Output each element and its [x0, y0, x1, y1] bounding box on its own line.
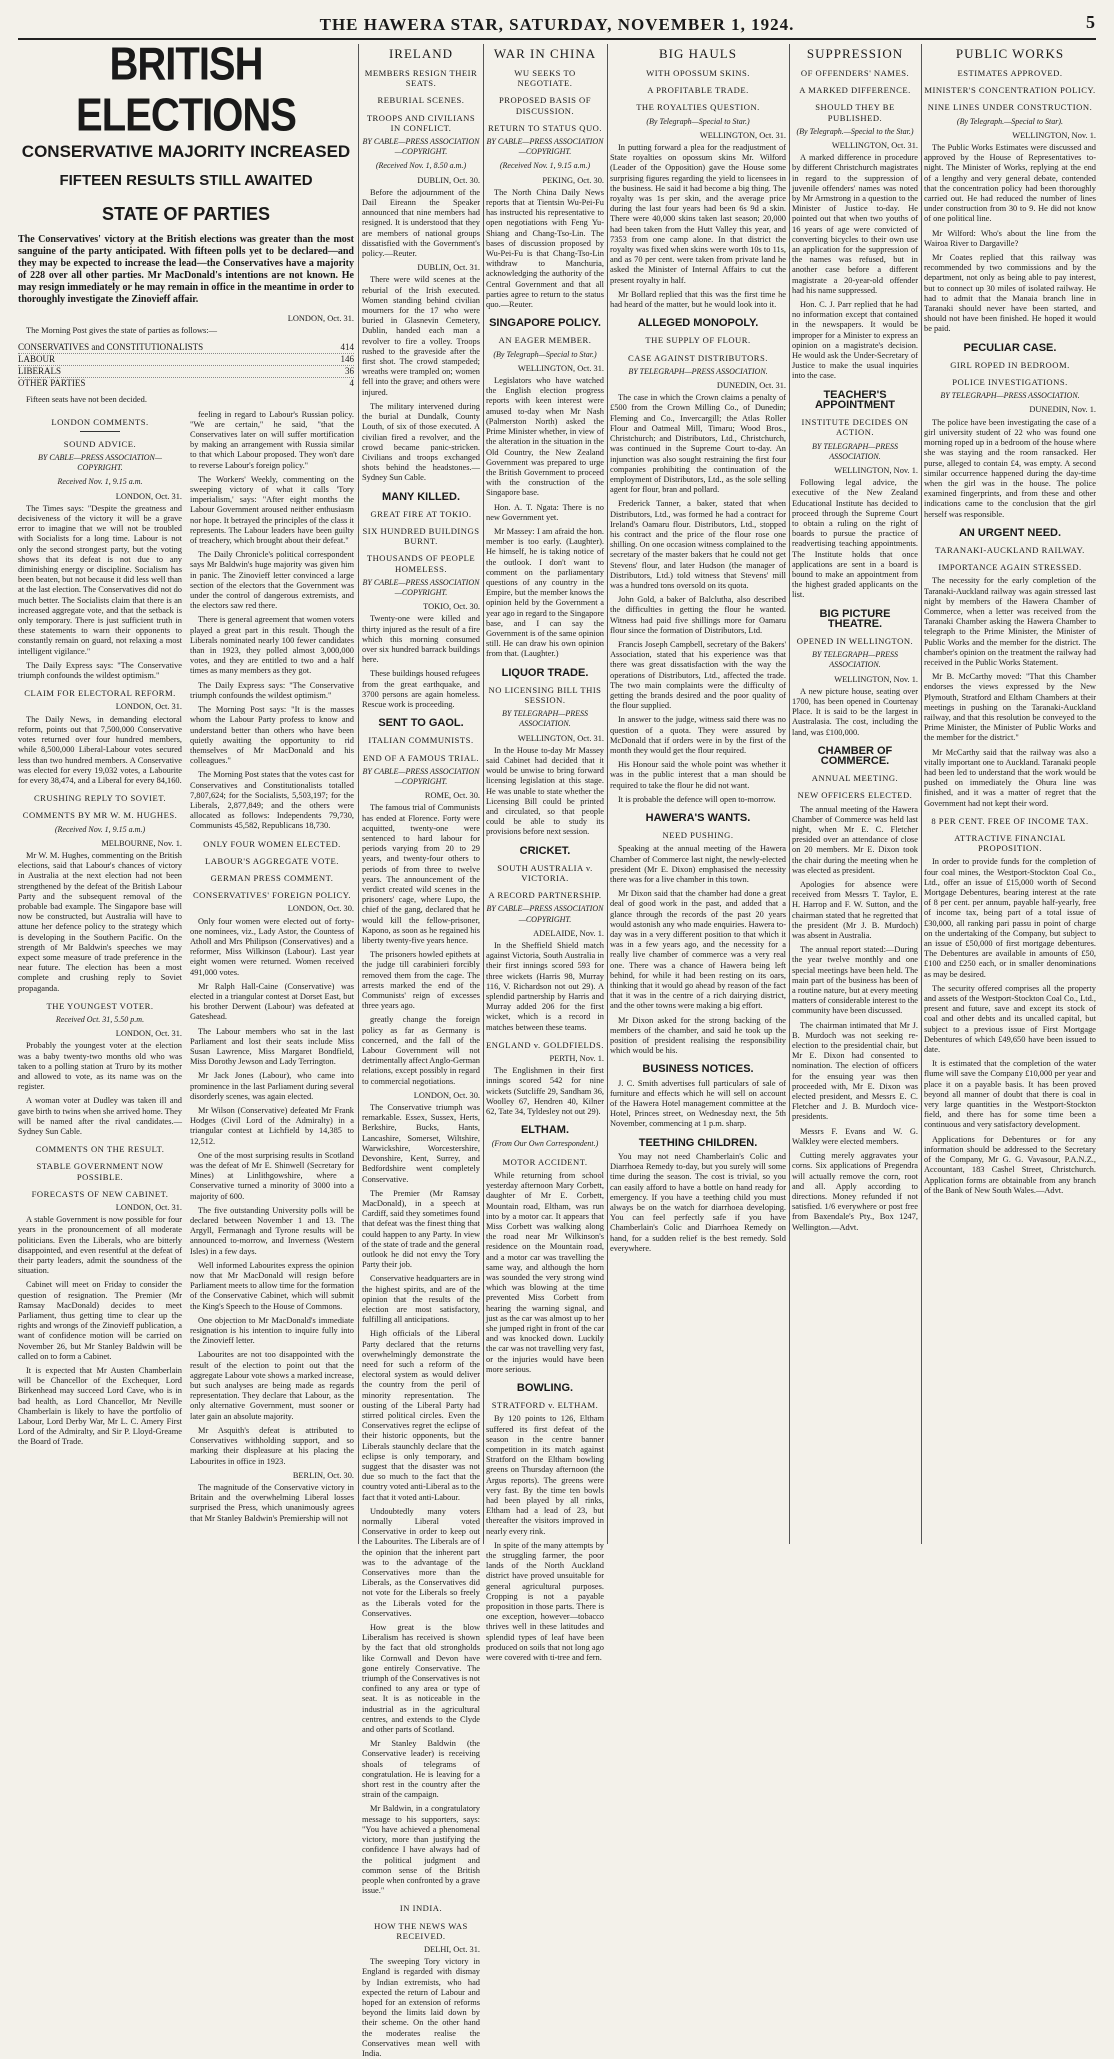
masthead-title: THE HAWERA STAR, SATURDAY, NOVEMBER 1, 1924. [319, 15, 795, 34]
section-head: LONDON COMMENTS. [51, 416, 149, 427]
credit: (By Telegraph.—Special to Star). [956, 116, 1064, 126]
dateline: DUNEDIN, Nov. 1. [1029, 405, 1096, 415]
section-head: SIX HUNDRED BUILDINGS BURNT. [362, 525, 480, 547]
headline-suppression: SUPPRESSION [806, 46, 904, 61]
section-head: ONLY FOUR WOMEN ELECTED. [203, 838, 341, 849]
paragraph: The prisoners howled epithets at the judge till carabinieri forcibly removed them from the cage. The arrests marked the end of the Communists' reign of excesses three years ago. [362, 950, 480, 1011]
section-head: 8 PER CENT. FREE OF INCOME TAX. [931, 815, 1089, 826]
party-name: CONSERVATIVES and CONSTITUTIONALISTS [18, 342, 204, 353]
paragraph: The annual report stated:—During the year twelve monthly and one special meetings have been held. The main part of the business has been of a routine nature, but at every meeting matters of considerable interest to the community have been discussed. [792, 945, 918, 1016]
paragraph: Apologies for absence were received from Messrs T. Taylor, E. H. Harrop and F. W. Sutton, and the chairman stated that he regretted that the president (Mr J. B. Murdoch) was absent in Australia. [792, 880, 918, 941]
paragraph: Cabinet will meet on Friday to consider the question of resignation. The Premier (Mr Ramsay MacDonald) decides to meet Parliament, thus getting time to clear up the rights and wrongs of the Zinovieff publication, a want of confidence motion will be carried on November 26, but Mr Stanley Baldwin will be called on to form a Cabinet. [18, 1280, 182, 1361]
headline-sent-to-gaol: SENT TO GAOL. [378, 717, 464, 730]
col1-left [18, 410, 182, 1528]
credit: BY CABLE—PRESS ASSOCIATION—COPYRIGHT. [486, 904, 604, 924]
headline-peculiar-case: PECULIAR CASE. [963, 341, 1057, 354]
paragraph: You may not need Chamberlain's Colic and Diarrhoea Remedy to-day, but you surely will some time during the season. The cost is trivial, so you can easily afford to have a bottle on hand ready for emergency. If you have a teething child you must always be on the watch for diarrhoea developing. You can feel perfectly safe if you have Chamberlain's Colic and Diarrhoea Remedy on hand, for a sudden relief is the best remedy. Sold everywhere. [610, 1151, 786, 1253]
subhead-fifteen-results: FIFTEEN RESULTS STILL AWAITED [59, 172, 313, 189]
section-head: THE SUPPLY OF FLOUR. [645, 335, 751, 346]
paragraph: Before the adjournment of the Dail Eireann the Speaker announced that nine members had resigned. It is understood that they are members of national groups dissatisfied with the Government's policy.—Reuter. [362, 187, 480, 259]
dateline: LONDON, Oct. 30. [413, 1090, 480, 1100]
page-number: 5 [1086, 12, 1096, 32]
paragraph: The Daily Express says: "The Conservative triumph confounds the wildest optimism." [190, 680, 354, 700]
paragraph: The Conservative triumph was remarkable. Essex, Sussex, Herts, Berkshire, Bucks, Hants, Lancashire, Somerset, Wiltshire, Warwickshire, Worcestershire, Devonshire, Kent, Surrey, and Bedfordshire went completely Conservative. [362, 1103, 480, 1184]
column-british-elections [18, 39, 354, 1544]
section-head: POLICE INVESTIGATIONS. [952, 377, 1068, 388]
section-head: MEMBERS RESIGN THEIR SEATS. [364, 68, 478, 89]
section-head: INSTITUTE DECIDES ON ACTION. [801, 417, 909, 438]
received: (Received Nov. 1, 9.15 a.m.) [54, 824, 146, 834]
paragraph: The North China Daily News reports that at Tientsin Wu-Pei-Fu has instructed his representative to open negotiations with Feng Yu-Shiang and Chang-Tso-Lin. The bases of discussion proposed by Wu-Pei-Fu is that Chang-Tso-Lin withdraw to Manchuria, acknowledging the authority of the Central Government and that all parties agree to return to the status quo.—Reuter. [486, 187, 604, 310]
section-head: THOUSANDS OF PEOPLE HOMELESS. [366, 553, 476, 574]
section-head: AN EAGER MEMBER. [498, 335, 592, 346]
paragraph: Mr McCarthy said that the railway was also a vitally important one to Auckland. Taranaki people had been led to understand that the work would be pushed on immediately the Ohura line was finished, and it was a matter of regret that the Government had not kept their word. [924, 747, 1096, 808]
paragraph: The magnitude of the Conservative victory in Britain and the overwhelming Liberal losses surprised the Press, which unanimously agrees that Mr Stanley Baldwin's Premiership will not [190, 1482, 354, 1523]
party-seats: 414 [340, 342, 354, 353]
headline-cricket: CRICKET. [519, 844, 571, 857]
subhead-conservative-majority: CONSERVATIVE MAJORITY INCREASED [21, 142, 351, 161]
paragraph: The sweeping Tory victory in England is regarded with dismay by Indian extremists, who had expected the return of Labour and hoped for an extension of reforms beyond the limits laid down by their scheme. On the other hand the moderates realise the Conservatives mean well with India. [362, 1957, 480, 2058]
paragraph: John Gold, a baker of Balclutha, also described the difficulties in getting the flour he wanted. Witness had paid five shillings more for Oamaru flour since the formation of Distributors, Ltd. [610, 595, 786, 635]
paragraph: How great is the blow Liberalism has received is shown by the fact that old strongholds like Cornwall and Devon have gone entirely Conservative. The triumph of the Conservatives is not confined to any area or type of seat. It is as noticeable in the industrial as in the agricultural centres, and extends to the Clyde and other parts of Scotland. [362, 1623, 480, 1735]
paragraph: Hon. A. T. Ngata: There is no new Government yet. [486, 502, 604, 522]
paragraph: These buildings housed refugees from the great earthquake, and 3700 persons are again homeless. Rescue work is proceeding. [362, 669, 480, 709]
paragraph: The Englishmen in their first innings scored 542 for nine wickets (Sutcliffe 29, Sandham 36, Woolley 67, Hendren 40, Kilner 62, Tate 34, Tyldesley not out 29). [486, 1066, 604, 1117]
column-rule [789, 44, 790, 1544]
paragraph: J. C. Smith advertises full particulars of sale of furniture and effects which he will sell on account of the Hawera Hotel management committee at the Hotel, Princes street, on Wednesday next, the 5th November, commencing at 1 p.m. sharp. [610, 1078, 786, 1129]
party-table [18, 342, 354, 389]
section-head: ANNUAL MEETING. [811, 773, 899, 784]
dateline: WELLINGTON, Nov. 1. [834, 465, 918, 475]
headline-hawera-wants: HAWERA'S WANTS. [645, 812, 751, 824]
section-head: END OF A FAMOUS TRIAL. [363, 752, 479, 763]
dateline: LONDON, Oct. 31. [287, 314, 354, 323]
column-rule [607, 44, 608, 1544]
section-head: CASE AGAINST DISTRIBUTORS. [628, 352, 768, 363]
paragraph: Mr Dixon asked for the strong backing of the members of the chamber, and said he took up the position of president realising the responsibility which would be his. [610, 1015, 786, 1056]
paragraph: Mr Bollard replied that this was the first time he had heard of the matter, but he would look into it. [610, 289, 786, 310]
section-head: NINE LINES UNDER CONSTRUCTION. [927, 102, 1093, 113]
paragraph: In putting forward a plea for the readjustment of State royalties on opossum skins Mr. Wilford (Leader of the Opposition) gave the House some surprising figures regarding the yield to licensees in the business. He said it had become a big thing. The royalty was 1s per skin, and the average price during the last four years had been 6s 9d a skin. There were 40,000 skins taken last season; 20,000 had been taken from the Hutt Valley this year, and 7353 from one camp alone. In that district the royalty was fixed when skins were worth 10s to 11s, and as 70 per cent. were taken from private land he asked the Minister of Internal Affairs to cut the present royalty in half. [610, 143, 786, 285]
headline-war-in-china: WAR IN CHINA [493, 46, 597, 61]
dateline: DELHI, Oct. 31. [423, 1944, 480, 1954]
paragraph: Mr Asquith's defeat is attributed to Conservatives withholding support, and so marking their displeasure at his placing the Labourites in office in 1923. [190, 1425, 354, 1466]
paragraph: Fifteen seats have not been decided. [26, 395, 147, 405]
section-head: TARANAKI-AUCKLAND RAILWAY. [935, 544, 1085, 555]
headline-picture-theatre: BIG PICTURE THEATRE. [819, 607, 891, 630]
section-head: NEW OFFICERS ELECTED. [797, 790, 913, 801]
paragraph: By 120 points to 126, Eltham suffered its first defeat of the season in the centre banner competition in its match against Stratford on the Eltham bowling greens on Thursday afternoon (the Argus reports). The greens were very fast. By the time ten bowls had been played by all rinks, Eltham had a lead of 23, but thereafter the visitors improved in nearly every rink. [486, 1414, 604, 1536]
paragraph: Labourites are not too disappointed with the result of the election to point out that the aggregate Labour vote shows a marked increase, but such analyses are being made as regards representation. They declare that Labour, as the only alternative Government, must sooner or later gain an absolute majority. [190, 1350, 354, 1421]
paragraph: The five outstanding University polls will be declared between November 1 and 13. The Argyll, Fermanagh and Tyrone results will be announced to-morrow, and Inverness (Western Isles) in a few days. [190, 1205, 354, 1256]
paragraph: It is probable the defence will open to-morrow. [618, 794, 776, 804]
paragraph: Applications for Debentures or for any information should be addressed to the Secretary of the Company, Mr G. G. Vavasour, P.A.N.Z., Accountant, 183 Cashel Street, Christchurch. Application forms are obtainable from any branch of the Bank of New South Wales.—Advt. [924, 1134, 1096, 1195]
credit: BY CABLE—PRESS ASSOCIATION—COPYRIGHT. [362, 137, 480, 157]
section-head: SHOULD THEY BE PUBLISHED. [815, 102, 895, 123]
party-name: OTHER PARTIES [18, 378, 86, 389]
section-head: STABLE GOVERNMENT NOW POSSIBLE. [36, 1161, 164, 1182]
section-head: A MARKED DIFFERENCE. [799, 85, 911, 96]
headline-bowling: BOWLING. [516, 1381, 574, 1394]
paragraph: Twenty-one were killed and thirty injured as the result of a fire which this morning consumed over six hundred barrack buildings here. [362, 614, 480, 665]
credit: BY CABLE—PRESS ASSOCIATION—COPYRIGHT. [362, 577, 480, 597]
dateline: WELLINGTON, Nov. 1. [834, 674, 918, 684]
received: Received Oct. 31, 5.50 p.m. [55, 1014, 145, 1024]
paragraph: Messrs F. Evans and W. G. Walkley were elected members. [792, 1126, 918, 1146]
paragraph: The Labour members who sat in the last Parliament and lost their seats include Miss Susan Lawrence, Miss Margaret Bondfield, Miss Dorothy Jewson and Lady Terrington. [190, 1026, 354, 1067]
headline-big-hauls: BIG HAULS [659, 46, 737, 61]
masthead [18, 12, 1096, 40]
paragraph: Francis Joseph Campbell, secretary of the Bakers' Association, stated that his experience was that there was great dissatisfaction with the way the operations of Distributors, Ltd., affected the trade. The two main complaints were the difficulty of getting the brands desired and the poor quality of the flour supplied. [610, 639, 786, 711]
paragraph: Mr Dixon said that the chamber had done a great deal of good work in the past, and added that a glance through the records of the past 20 years would astonish any who made enquiries. Hawera to-day was in a very different position to that which it was in a few years ago, and the necessity for a really live chamber of commerce was a very real one. There was a chance of Hawera being left behind, for while it had been resting on its oars, thinking that it would go ahead by reason of the fact that it was in the centre of a rich dairying district, and the other towns were making a big effort. [610, 889, 786, 1011]
paragraph: Mr Wilford: Who's about the line from the Wairoa River to Dargaville? [924, 228, 1096, 248]
dateline: WELLINGTON, Oct. 31. [699, 130, 786, 140]
headline-british-elections: BRITISH ELECTIONS [76, 39, 296, 141]
section-head: CONSERVATIVES' FOREIGN POLICY. [192, 890, 352, 901]
received: (Received Nov. 1, 9.15 a.m.) [499, 161, 591, 171]
headline-liquor: LIQUOR TRADE. [501, 666, 589, 679]
dateline: LONDON, Oct. 31. [115, 1203, 182, 1213]
section-head: WITH OPOSSUM SKINS. [646, 68, 750, 78]
paragraph: The Morning Post says: "It is the masses whom the Labour Party profess to know and understand better than others who have been quietly awaiting the opportunity to rid themselves of Mr MacDonald and his colleagues." [190, 705, 354, 766]
section-head: A PROFITABLE TRADE. [647, 85, 749, 96]
paragraph: feeling in regard to Labour's Russian policy. "We are certain," he said, "that the Conservatives later on will suffer mortification by making an arrangement with Russia similar to that which Labour proposed. They won't dare to reverse Labour's foreign policy." [190, 409, 354, 470]
section-head: OPENED IN WELLINGTON. [796, 635, 914, 646]
dateline: ADELAIDE, Nov. 1. [533, 928, 604, 938]
dateline: TOKIO, Oct. 30. [423, 602, 480, 612]
dateline: WELLINGTON, Nov. 1. [1012, 130, 1096, 140]
section-head: THE YOUNGEST VOTER. [46, 1000, 154, 1011]
paragraph: Mr Jack Jones (Labour), who came into prominence in the last Parliament during several disorderly scenes, was again elected. [190, 1071, 354, 1101]
section-head: WU SEEKS TO NEGOTIATE. [514, 68, 576, 89]
credit: BY TELEGRAPH—PRESS ASSOCIATION. [812, 650, 898, 670]
headline-monopoly: ALLEGED MONOPOLY. [637, 317, 759, 330]
received: (Received Nov. 1, 8.50 a.m.) [375, 161, 467, 171]
paragraph: His Honour said the whole point was whether it was in the public interest that a man should be required to take the flour he did not want. [610, 760, 786, 790]
party-seats: 4 [349, 378, 354, 389]
received: Received Nov. 1, 9.15 a.m. [57, 477, 143, 487]
section-head: RETURN TO STATUS QUO. [487, 122, 603, 133]
paragraph: The Times says: "Despite the greatness and decisiveness of the victory it will be a grave error to imagine that we will not be troubled with Socialists for a long time. Labour is not only the second strongest party, but the voting shows that its defeat is not due to any diminishing energy or discipline. Socialism has been beaten, but not because it did less well than at the last election. The Conservatives did not do much better. The Socialists claim that there is an increased aggregate vote, and that the setback is only temporary. There is just sufficient truth in these statements to warn their opponents to constantly remain on guard, not relaxing a most intelligent vigilance." [18, 503, 182, 656]
dateline: DUBLIN, Oct. 30. [417, 175, 480, 185]
headline-many-killed: MANY KILLED. [381, 490, 461, 503]
dateline: WELLINGTON, Oct. 31. [517, 363, 604, 373]
paragraph: The Workers' Weekly, commenting on the sweeping victory of what it calls 'Tory imperialism,' says: "After eight months the Labour Government aroused neither enthusiasm nor hope. It betrayed the principles of the class it represents. The Labour leaders have been guilty of treachery, which brought about their defeat." [190, 474, 354, 546]
paragraph: The necessity for the early completion of the Taranaki-Auckland railway was again stressed last night by members of the Hawera Chamber of Commerce, when a letter was received from the Taranaki Chamber asking the Hawera Chamber to telegraph to the Prime Minister, the Minister of Public Works and the member for the district. The chamber's opinion on the treatment the railway had received in the Public Works Statement. [924, 576, 1096, 667]
section-head: STRATFORD v. ELTHAM. [491, 1400, 599, 1411]
dateline: WELLINGTON, Oct. 31. [831, 141, 918, 151]
paragraph: While returning from school yesterday afternoon Mary Corbett, daughter of Mr E. Corbett, Mountain road, Eltham, was run into by a motor car. It appears that Miss Corbett was walking along the road near Mr Wilkinson's residence on the Mountain road, and a motor car was travelling the same way, and although the horn was sounded the very strong wind which was blowing at the time prevented Miss Corbett from hearing the warning signal, and just as the car was almost up to her she jumped right in front of the car and was knocked down. Luckily the car was not travelling very fast, or the injuries would have been more serious. [486, 1170, 604, 1374]
section-head: COMMENTS ON THE RESULT. [35, 1144, 165, 1155]
dateline: LONDON, Oct. 31. [115, 1029, 182, 1039]
column-rule [483, 44, 484, 1544]
paragraph: The case in which the Crown claims a penalty of £500 from the Crown Milling Co., of Dunedin; Fleming and Co., Invercargill; the Atlas Roller Flour and Oatmeal Mill, Timaru; Wood Bros., Christchurch; and Distributors, Ltd., Christchurch, was continued in the Supreme Court to-day. An injunction was also sought restraining the first four companies prohibiting the continuation of the employment of Distributors, Ltd., as the sole selling agent for flour, bran and pollard. [610, 393, 786, 495]
paragraph: Mr Baldwin, in a congratulatory message to his supporters, says: "You have achieved a phenomenal victory, more than justifying the confidence I have always had of the political judgment and common sense of the British people when confronted by a grave issue." [362, 1804, 480, 1896]
paragraph: Undoubtedly many voters normally Liberal voted Conservative in order to keep out the Labourites. The Liberals are of the opinion that the inherent part was to the advantage of the Conservatives more than the Liberals, as the Conservatives did not vote for the Liberals so freely as the Liberals voted for the Conservatives. [362, 1506, 480, 1618]
column-war-in-china [486, 44, 604, 1663]
dateline: DUNEDIN, Oct. 31. [716, 381, 786, 391]
column-rule [358, 44, 359, 1544]
paragraph: Mr Massey: I am afraid the hon. member is too early. (Laughter). He himself, he is taking notice of the outlook. I don't want to comment on the parliamentary questions of any country in the Empire, but the member knows the opinion held by the Government a year ago in regard to the Singapore base, and I can say the Government is of the same opinion still. He can draw his own opinion from that. (Laughter.) [486, 526, 604, 659]
section-head: NEED PUSHING. [662, 830, 734, 841]
paragraph: Mr B. McCarthy moved: "That this Chamber endorses the views expressed by the New Plymouth, Stratford and Eltham Chambers at their meetings in pushing on the Taranaki-Auckland railway, and that this resolution be conveyed to the Prime Minister, the Minister of Public Works and the member for the district." [924, 672, 1096, 743]
paragraph: It is estimated that the completion of the water flume will save the Company £10,000 per year and place it on a payable basis. It has been proved beyond all manner of doubt that there is coal in very large quantities in the Westport-Stockton field, and there has for some time been a continuous and very satisfactory development. [924, 1059, 1096, 1130]
paragraph: In the Sheffield Shield match against Victoria, South Australia in their first innings scored 593 for three wickets (Harris 98, Murray 116, V. Richardson not out 29). A splendid partnership by Harris and Murray added 206 for the first wicket, which is a record in matches between these teams. [486, 941, 604, 1032]
paragraph: The military intervened during the burial at Dundalk, County Louth, of six of those executed. A civilian fired a revolver, and the crowd became panic-stricken. Civilians and troops exchanged shots behind the headstones.—Sydney Sun Cable. [362, 401, 480, 483]
paragraph: The Daily Express says: "The Conservative triumph confounds the wildest optimism." [18, 660, 182, 681]
credit: BY TELEGRAPH—PRESS ASSOCIATION. [940, 391, 1080, 401]
headline-chamber-of-commerce: CHAMBER OF COMMERCE. [817, 744, 893, 767]
section-head: TROOPS AND CIVILIANS IN CONFLICT. [366, 112, 476, 133]
column-rule [921, 44, 922, 1544]
paragraph: The Morning Post gives the state of parties as follows:— [26, 326, 217, 336]
col1-right [190, 410, 354, 1528]
section-head: REBURIAL SCENES. [377, 95, 465, 106]
paragraph: A marked difference in procedure by different Christchurch magistrates in regard to the suppression of juvenile offenders' names was noted by Mr Armstrong in a question to the Minister of Justice to-day. He pointed out that when two youths of 16 years of age were convicted of converting bicycles to their own use an application for the suppression of the names was refused, but in another case before a different magistrate a 20-year-old offender had his name suppressed. [792, 153, 918, 295]
party-row [18, 366, 354, 378]
paragraph: Mr Wilson (Conservative) defeated Mr Frank Hodges (Civil Lord of the Admiralty) in a triangular contest at Lichfield by 14,385 to 12,512. [190, 1106, 354, 1146]
party-name: LIBERALS [18, 366, 62, 377]
section-head: NO LICENSING BILL THIS SESSION. [488, 684, 602, 705]
section-head: IMPORTANCE AGAIN STRESSED. [938, 562, 1082, 573]
column-public-works [924, 44, 1096, 1544]
paragraph: The Premier (Mr Ramsay MacDonald), in a speech at Cardiff, said they sometimes found that defeat was the finest thing that could happen to any Party. In view of the state of trade and the general outlook he did not envy the Tory Party their job. [362, 1188, 480, 1270]
headline-teething: TEETHING CHILDREN. [638, 1136, 758, 1149]
headline-public-works: PUBLIC WORKS [955, 46, 1065, 61]
section-head: LABOUR'S AGGREGATE VOTE. [205, 855, 339, 866]
paragraph: A woman voter at Dudley was taken ill and gave birth to twins when she arrived home. They will be named after the rival candidates.—Sydney Sun Cable. [18, 1096, 182, 1136]
paragraph: Hon. C. J. Parr replied that he had no information except that contained in the newspapers. It would be improper for a Minister to express an opinion on a magistrate's decision. He would ask the Under-Secretary of Justice to make the usual inquiries into the case. [792, 300, 918, 381]
section-head: PROPOSED BASIS OF DISCUSSION. [498, 95, 592, 116]
section-head: FORECASTS OF NEW CABINET. [31, 1188, 169, 1199]
dateline: ROME, Oct. 30. [424, 791, 480, 801]
paragraph: In answer to the judge, witness said there was no question of a quota. They were assured by McDonald that if orders were in by the first of the month they would get the flour required. [610, 715, 786, 755]
section-head: IN INDIA. [399, 1903, 443, 1914]
column-ireland [362, 44, 480, 2058]
section-head: SOUND ADVICE. [63, 438, 137, 449]
paragraph: Probably the youngest voter at the election was a baby twenty-two months old who was taken to a polling station at Truro by its mother and allowed to vote, as its name was on the register. [18, 1041, 182, 1092]
column-suppression [792, 44, 918, 1544]
paragraph: The police have been investigating the case of a girl university student of 22 who was found one morning roped up in a bedroom of the house where she was staying and the room ransacked. Her purse, alleged to contain £4, was empty. A second similar occurrence happened during the day-time when the girl was in the house. The police examined fingerprints, and from these and other indications came to the conclusion that the girl herself was responsible. [924, 417, 1096, 519]
subhead-state-of-parties: STATE OF PARTIES [101, 204, 270, 224]
dateline: PERTH, Nov. 1. [549, 1054, 604, 1064]
headline-urgent-need: AN URGENT NEED. [958, 526, 1062, 539]
section-head: MOTOR ACCIDENT. [502, 1156, 588, 1167]
paragraph: One objection to Mr MacDonald's immediate resignation is his intention to inquire fully into the Zinovieff letter. [190, 1315, 354, 1346]
party-seats: 36 [345, 366, 354, 377]
section-head: ESTIMATES APPROVED. [957, 68, 1063, 78]
paragraph: The Morning Post states that the votes cast for Conservatives and Constitutionalists totalled 7,807,624; for the Socialists, 5,503,197; for the Liberals, 2,877,849; and the others were allocated as follows: Independents 79,730, Communists 45,582, Republicans 18,730. [190, 770, 354, 831]
party-row [18, 354, 354, 366]
credit: BY CABLE—PRESS ASSOCIATION—COPYRIGHT. [486, 137, 604, 157]
credit: BY TELEGRAPH—PRESS ASSOCIATION. [502, 709, 588, 729]
credit: (By Telegraph—Special to Star.) [646, 116, 750, 126]
section-head: THE ROYALTIES QUESTION. [636, 102, 760, 113]
section-head: MINISTER'S CONCENTRATION POLICY. [924, 85, 1096, 96]
paragraph: Cutting merely aggravates your corns. Six applications of Pregendra will actually remove the corn, root and all. Apply according to directions. Money refunded if not satisfied. 1/6 everywhere or post free from Baxendale's Pty., Box 1247, Wellington.—Advt. [792, 1151, 918, 1232]
section-head: HOW THE NEWS WAS RECEIVED. [374, 1920, 468, 1941]
paragraph: Speaking at the annual meeting of the Hawera Chamber of Commerce last night, the newly-elected president (Mr E. Dixon) emphasised the necessity there was for a live chamber in this town. [610, 844, 786, 885]
paragraph: A new picture house, seating over 1700, has been opened in Courtenay Place. It is said to be the largest in Australasia. The cost, including the land, was £100,000. [792, 686, 918, 737]
party-row [18, 378, 354, 389]
headline-singapore: SINGAPORE POLICY. [489, 317, 601, 330]
paragraph: Well informed Labourites express the opinion now that Mr MacDonald will resign before Parliament meets to allow time for the formation of the Conservative Cabinet, which will submit the King's Speech to the House of Commons. [190, 1260, 354, 1311]
paragraph: greatly change the foreign policy as far as Germany is concerned, and the fall of the Labour Government will not detrimentally affect Anglo-German relations, except possibly in regard to commercial negotiations. [362, 1015, 480, 1086]
paragraph: The Daily Chronicle's political correspondent says Mr Baldwin's huge majority was given him in panic. The Zinovieff letter convinced a large section of the electors that the Government was under the control of dangerous extremists, and the electors saw red there. [190, 550, 354, 611]
paragraph: The Public Works Estimates were discussed and approved by the House of Representatives to-night. The Minister of Works, replying at the end of a lengthy and very general debate, contended that the concentration policy had been thoroughly carried out. He had reduced the number of lines under construction from 30 to 9. He did not know of one political line. [924, 143, 1096, 224]
paragraph: Mr Ralph Hall-Caine (Conservative) was elected in a triangular contest at Dorset East, but his brother Derwent (Labour) was defeated at Gateshead. [190, 981, 354, 1022]
section-head: ITALIAN COMMUNISTS. [368, 735, 474, 746]
section-head: GREAT FIRE AT TOKIO. [370, 508, 472, 519]
paragraph: In spite of the many attempts by the struggling farmer, the poor lands of the North Auckland district have proved unsuitable for general agricultural purposes. Cropping is not a payable proposition in those parts. There is one exception, however—tobacco thrives well in these latitudes and splendid types of leaf have been produced on soils that not long ago were covered with ti-tree and fern. [486, 1540, 604, 1663]
credit: (From Our Own Correspondent.) [491, 1139, 599, 1149]
paragraph: Mr Stanley Baldwin (the Conservative leader) is receiving shoals of telegrams of congratulation. He is leaving for a short rest in the country after the strain of the campaign. [362, 1739, 480, 1800]
paragraph: In order to provide funds for the completion of four coal mines, the Westport-Stockton Coal Co., Ltd., offer an issue of £15,000 worth of Second Mortgage Debentures, bearing interest at the rate of 8 per cent. per annum, payable half-yearly, free of income tax, being part of a total issue of £30,000, all ranking pari passu in point of charge on the undertaking of the Company, but subject to an issue of £50,000 of first mortgage debentures. The Debentures are available in amounts of £50, £100 and £250 each, or in smaller denominations as may be desired. [924, 857, 1096, 979]
paragraph: Only four women were elected out of forty-one nominees, viz., Lady Astor, the Countess of Atholl and Mrs Philipson (Conservatives) and a reformer, Miss Wilkinson (Labour). Last year eight women were returned. Women received 491,000 votes. [190, 916, 354, 977]
party-name: LABOUR [18, 354, 56, 365]
column-big-hauls [610, 44, 786, 1544]
dateline: DUBLIN, Oct. 31. [417, 263, 480, 273]
credit: BY TELEGRAPH—PRESS ASSOCIATION. [812, 441, 898, 461]
section-head: CLAIM FOR ELECTORAL REFORM. [24, 688, 176, 699]
headline-eltham: ELTHAM. [520, 1124, 570, 1137]
dateline: PEKING, Oct. 30. [542, 175, 604, 185]
paragraph: One of the most surprising results in Scotland was the defeat of Mr E. Shinwell (Secretary for Mines) at Linlithgowshire, where a Conservative turned a minority of 3000 into a majority of 600. [190, 1150, 354, 1201]
credit: BY TELEGRAPH—PRESS ASSOCIATION. [628, 366, 768, 376]
dateline: WELLINGTON, Oct. 31. [517, 733, 604, 743]
dateline: LONDON, Oct. 30. [287, 904, 354, 914]
paragraph: Legislators who have watched the English election progress reports with keen interest were amused to-day when Mr Nash (Palmerston North) asked the Prime Minister whether, in view of the alteration in the situation in the Old Country, the New Zealand Government was prepared to urge the British Government to proceed with the construction of the Singapore base. [486, 376, 604, 498]
paragraph: High officials of the Liberal Party declared that the returns overwhelmingly demonstrate the need for such a reform of the electoral system as would deliver the country from the peril of minority representation. The ousting of the Liberal Party had stirred political circles. Even the Conservatives regret the eclipse of their historic opponents, but the Liberals staunchly declare that the eclipse is only temporary, and suggest that the disaster was not due so much to the fact that the country voted anti-Liberal as to the fact that it voted anti-Labour. [362, 1329, 480, 1502]
section-head: CRUSHING REPLY TO SOVIET. [33, 793, 167, 804]
paragraph: Mr Coates replied that this railway was recommended by two commissions and by the department, not only as being able to pay interest, but to connect up 30 miles of isolated railway. He had to admit that the Manaia branch line in Taranaki should never have been started, and should not have been finished. He hoped it would be paid. [924, 253, 1096, 334]
paragraph: Frederick Tanner, a baker, stated that when Distributors, Ltd., was formed he had a contract for Ireland's Oamaru flour. Distributors, Ltd., stopped his contract and the price of the flour rose one shilling. On one occasion witness complained to the secretary of the master bakers that he could not get Stevens' flour, and later Hudson (the manager of Distributors, Ltd.) told witness that Stevens' mill was a hundred tons oversold on its quota. [610, 499, 786, 590]
headline-ireland: IRELAND [388, 46, 454, 61]
intro-paragraph: The Conservatives' victory at the British elections was greater than the most sanguine of the party anticipated. With fifteen polls yet to be declared—and they may be expected to increase the lead—the Conservatives have a majority of 228 over all other parties. Mr MacDonald's intentions are not known. He may resign immediately or he may remain in office in the meantime in order to thoroughly investigate the Zinovieff affair. [18, 234, 354, 305]
paragraph: The chairman intimated that Mr J. B. Murdoch was not seeking re-election to the presidential chair, but Mr E. Dixon had consented to nomination. The election of officers for the ensuing year was then proceeded with, Mr E. Dixon was elected president, and Messrs E. C. Fletcher and J. B. Murdoch vice-presidents. [792, 1020, 918, 1122]
dateline: LONDON, Oct. 31. [115, 702, 182, 712]
paragraph: Mr W. M. Hughes, commenting on the British elections, said that Labour's chances of victory in Australia at the next election had not been strengthened by the defeat of the British Labour Party and the subsequent removal of the probable bad example. The Singapore base will now be constructed, but Australia will have to attune her defence policy to the strategy which is developing in the Southern Pacific. On the strength of Mr Baldwin's speeches we may expect some measure of trade preference in the near future. The election has been a most complete and crushing reply to Soviet propaganda. [18, 850, 182, 993]
credit: BY CABLE—PRESS ASSOCIATION—COPYRIGHT. [362, 766, 480, 786]
paragraph: There is general agreement that women voters played a great part in this result. Though the Liberals nominated nearly 100 fewer candidates than in 1923, they polled almost 3,000,000 votes, and they are entitled to two and a half times as many members as they got. [190, 615, 354, 676]
paragraph: The annual meeting of the Hawera Chamber of Commerce was held last night, when Mr E. C. Fletcher presided over an attendance of close on 20 members. Mr E. Dixon took the chair during the meeting when he was elected as president. [792, 804, 918, 875]
section-head: OF OFFENDERS' NAMES. [800, 68, 910, 78]
paragraph: Conservative headquarters are in the highest spirits, and are of the opinion that the results of the election are most satisfactory, fulfilling all anticipations. [362, 1274, 480, 1325]
section-head: A RECORD PARTNERSHIP. [488, 890, 602, 901]
paragraph: In the House to-day Mr Massey said Cabinet had decided that it would be unwise to bring forward licensing legislation at this stage. He was unable to state whether the Licensing Bill could be printed and circulated, so that people could be able to study its provisions before next session. [486, 745, 604, 837]
dateline: MELBOURNE, Nov. 1. [101, 838, 182, 848]
section-head: SOUTH AUSTRALIA v. VICTORIA. [497, 862, 593, 884]
paragraph: The famous trial of Communists has ended at Florence. Forty were acquitted, twenty-one were sentenced to hard labour for periods varying from 20 to 29 years, and twenty-four others to periods of from three to twelve years. The announcement of the verdict created wild scenes in the prisoners' cage, where Lupo, the chief of the gang, declared that he would kill the fellow-prisoner, Kapono, as soon as he regained his liberty twenty-five years hence. [362, 803, 480, 946]
party-seats: 146 [340, 354, 354, 365]
paragraph: The Daily News, in demanding electoral reform, points out that 7,500,000 Conservative votes returned over four hundred members, while 8,500,000 Liberal-Labour votes secured less than two hundred members. A Conservative was elected for every 19,032 votes, a Labourite for every 38,474, and a Liberal for every 84,160. [18, 714, 182, 785]
headline-teachers-appointment: TEACHER'S APPOINTMENT [814, 388, 896, 411]
section-head: GERMAN PRESS COMMENT. [210, 872, 334, 883]
credit: (By Telegraph.—Special to the Star.) [796, 126, 914, 136]
section-head: ENGLAND v. GOLDFIELDS. [486, 1039, 604, 1050]
col1-split [18, 410, 354, 1528]
paragraph: There were wild scenes at the reburial of the Irish executed. Women standing behind civilian mourners for the 17 who were buried in Glasnevin Cemetery, Dublin, handed each man a revolver to fire a volley. Troops rushed to the graveside after the first shot. The crowd stampeded; wreaths were trampled on; women fell into the grave; and others were injured. [362, 275, 480, 397]
credit: BY CABLE—PRESS ASSOCIATION—COPYRIGHT. [37, 453, 162, 473]
section-head: GIRL ROPED IN BEDROOM. [950, 359, 1070, 370]
divider [80, 431, 120, 432]
dateline: BERLIN, Oct. 30. [292, 1470, 354, 1480]
section-head: COMMENTS BY MR W. M. HUGHES. [22, 810, 178, 821]
dateline: LONDON, Oct. 31. [115, 491, 182, 501]
section-head: ATTRACTIVE FINANCIAL PROPOSITION. [954, 833, 1066, 854]
party-row [18, 342, 354, 354]
paragraph: The security offered comprises all the property and assets of the Westport-Stockton Coal Co., Ltd., present and future, save and except its stock of coal and other debts and its uncalled capital, but subject to a previous issue of First Mortgage Debentures of which £49,650 have been issued to date. [924, 983, 1096, 1055]
paragraph: It is expected that Mr Austen Chamberlain will be Chancellor of the Exchequer, Lord Birkenhead may succeed Lord Cave, who is in bad health, as Lord Chancellor, Mr Neville Chamberlain is likely to have the portfolio of Labour, Lord Derby War, Mr L. C. Amery First Lord of the Admiralty, and Sir P. Lloyd-Greame the Board of Trade. [18, 1366, 182, 1447]
paragraph: Following legal advice, the executive of the New Zealand Educational Institute has decided to proceed through the Supreme Court to obtain a ruling on the right of boards to pursue the practice of readvertising teaching appointments. The Institute holds that once applications are sent in a board is bound to make an appointment from the highest graded applicants on the list. [792, 478, 918, 600]
credit: (By Telegraph—Special to Star.) [493, 349, 597, 359]
headline-business-notices: BUSINESS NOTICES. [642, 1063, 754, 1076]
paragraph: A stable Government is now possible for four years in the pronouncement of all moderate politicians. Even the Liberals, who are bitterly disappointed, and even resentful at the defeat of their party leaders, admit the soundness of the situation. [18, 1215, 182, 1276]
